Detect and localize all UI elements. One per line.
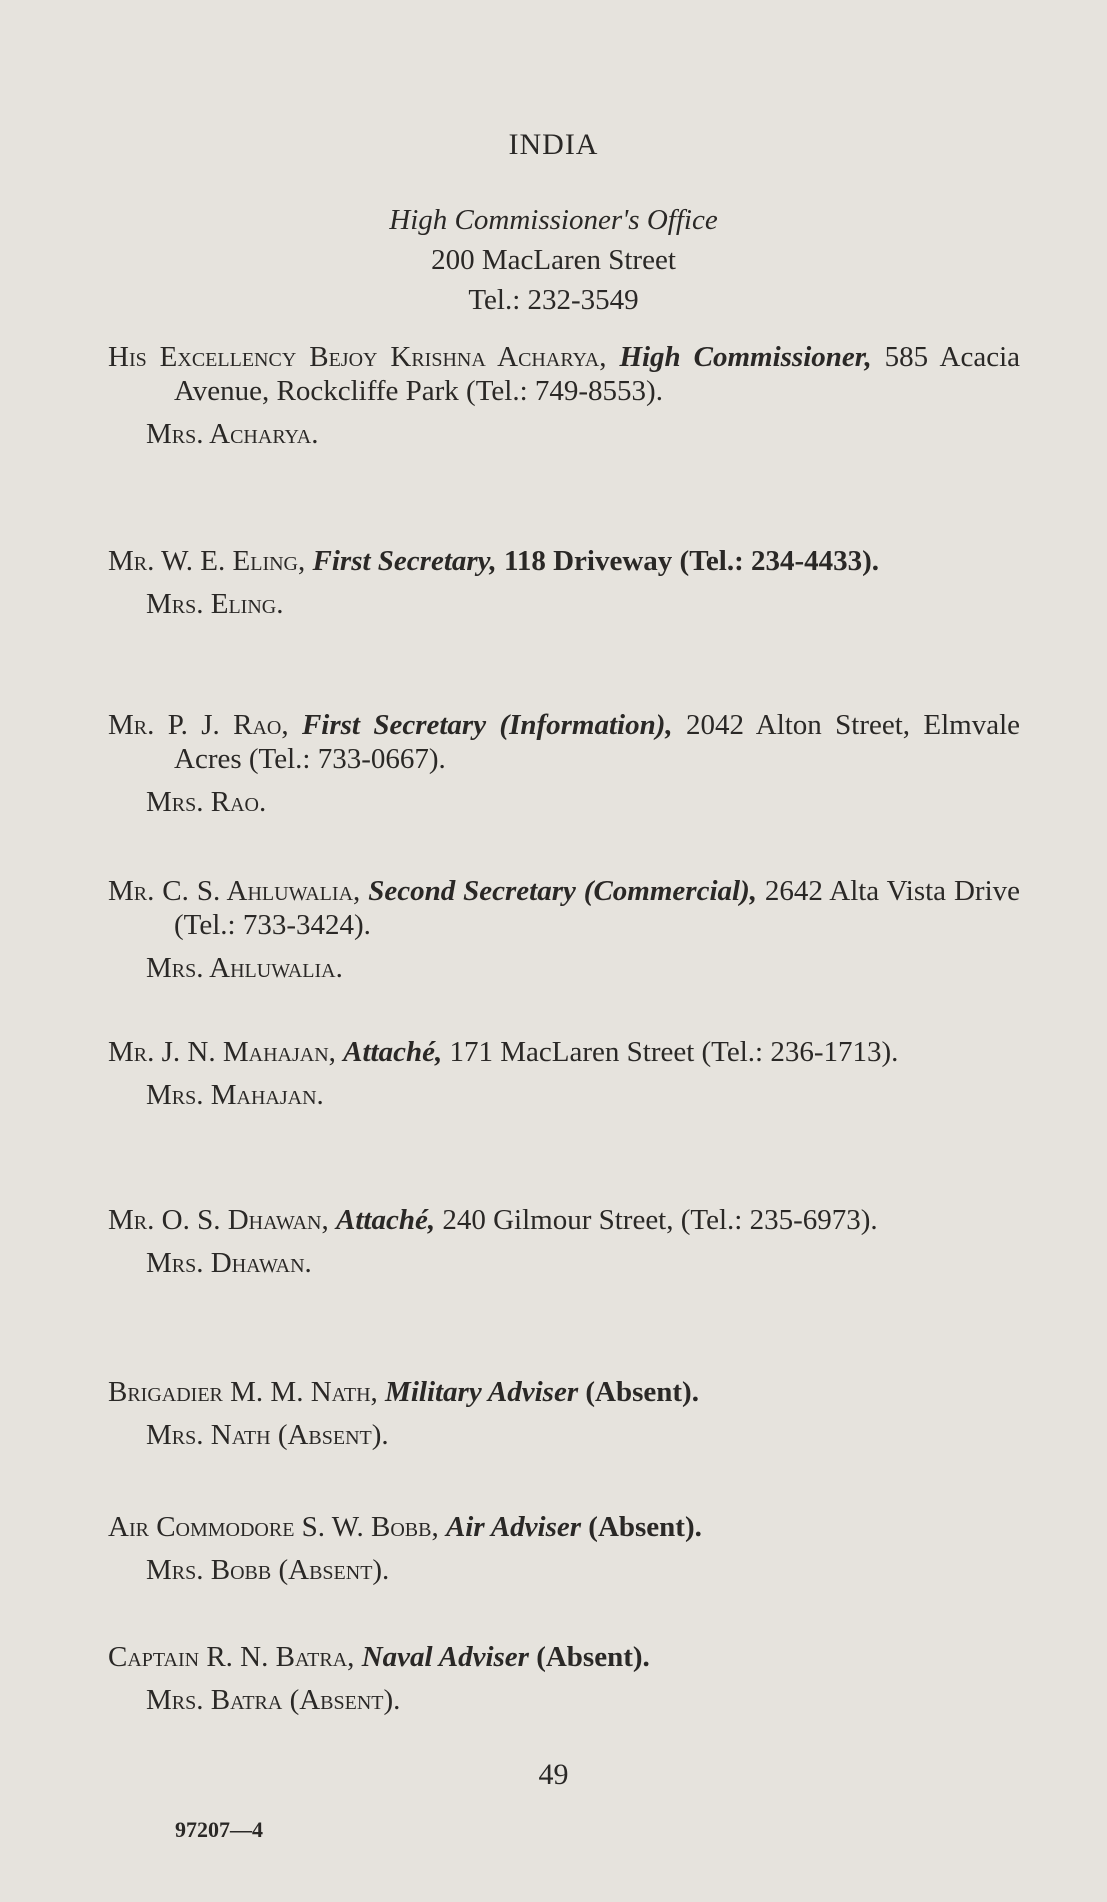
entry-spouse: Mrs. Acharya. (146, 418, 319, 450)
entry-dhawan (108, 1203, 1020, 1280)
print-code: 97207—4 (175, 1817, 263, 1842)
entry-name: Mr. P. J. Rao, (108, 709, 289, 741)
entry-details: 171 MacLaren Street (Tel.: 236-1713). (449, 1036, 899, 1068)
entry-name: Mr. J. N. Mahajan, (108, 1036, 336, 1068)
entry-title: Attaché, (335, 1204, 436, 1236)
entry-title: Attaché, (343, 1036, 443, 1068)
country-heading: INDIA (508, 128, 599, 161)
entry-spouse: Mrs. Bobb (Absent). (146, 1554, 390, 1586)
entry-title: Military Adviser (385, 1376, 579, 1408)
entry-spouse: Mrs. Eling. (146, 588, 284, 620)
entry-spouse: Mrs. Dhawan. (146, 1247, 312, 1279)
entry-title: Naval Adviser (361, 1641, 529, 1673)
entry-details: 2642 Alta Vista Drive (Tel.: 733-3424). (174, 875, 1021, 941)
entry-spouse: Mrs. Ahluwalia. (146, 952, 343, 984)
entry-name: Mr. O. S. Dhawan, (108, 1204, 329, 1236)
office-block (0, 200, 1107, 320)
office-address: 200 MacLaren Street (431, 244, 676, 276)
entry-details: 2042 Alton Street, Elmvale Acres (Tel.: 733-0667). (174, 709, 1021, 775)
entry-name: Captain R. N. Batra, (108, 1641, 355, 1673)
entry-ahluwalia (108, 874, 1020, 985)
entry-nath (108, 1375, 1020, 1452)
entry-spouse: Mrs. Mahajan. (146, 1079, 324, 1111)
entry-title: First Secretary, (312, 545, 497, 577)
entry-details: (Absent). (588, 1511, 702, 1543)
entry-name: Mr. W. E. Eling, (108, 545, 306, 577)
entry-spouse: Mrs. Batra (Absent). (146, 1684, 401, 1716)
entry-name: Air Commodore S. W. Bobb, (108, 1511, 439, 1543)
entry-details: 240 Gilmour Street, (Tel.: 235-6973). (442, 1204, 878, 1236)
entry-mahajan (108, 1035, 1020, 1112)
entry-title: First Secretary (Information), (301, 709, 673, 741)
entry-details: (Absent). (585, 1376, 699, 1408)
entry-eling (108, 544, 1020, 621)
entry-spouse: Mrs. Nath (Absent). (146, 1419, 389, 1451)
entry-batra (108, 1640, 1020, 1717)
entry-bobb (108, 1510, 1020, 1587)
entry-title: Second Secretary (Commercial), (368, 875, 757, 907)
entry-name: Brigadier M. M. Nath, (108, 1376, 378, 1408)
entry-name: Mr. C. S. Ahluwalia, (108, 875, 361, 907)
entry-rao (108, 708, 1020, 819)
office-telephone: Tel.: 232-3549 (468, 284, 639, 316)
entry-name: His Excellency Bejoy Krishna Acharya, (108, 341, 607, 373)
page-number: 49 (538, 1758, 569, 1791)
entry-details: (Absent). (536, 1641, 650, 1673)
entry-details: 118 Driveway (Tel.: 234-4433). (503, 545, 880, 577)
entry-title: Air Adviser (445, 1511, 582, 1543)
entry-details: 585 Acacia Avenue, Rockcliffe Park (Tel.: 749-8553). (174, 341, 1021, 407)
entry-spouse: Mrs. Rao. (146, 786, 267, 818)
office-name: High Commissioner's Office (389, 204, 718, 236)
entry-title: High Commissioner, (619, 341, 872, 373)
entry-acharya (108, 340, 1020, 451)
